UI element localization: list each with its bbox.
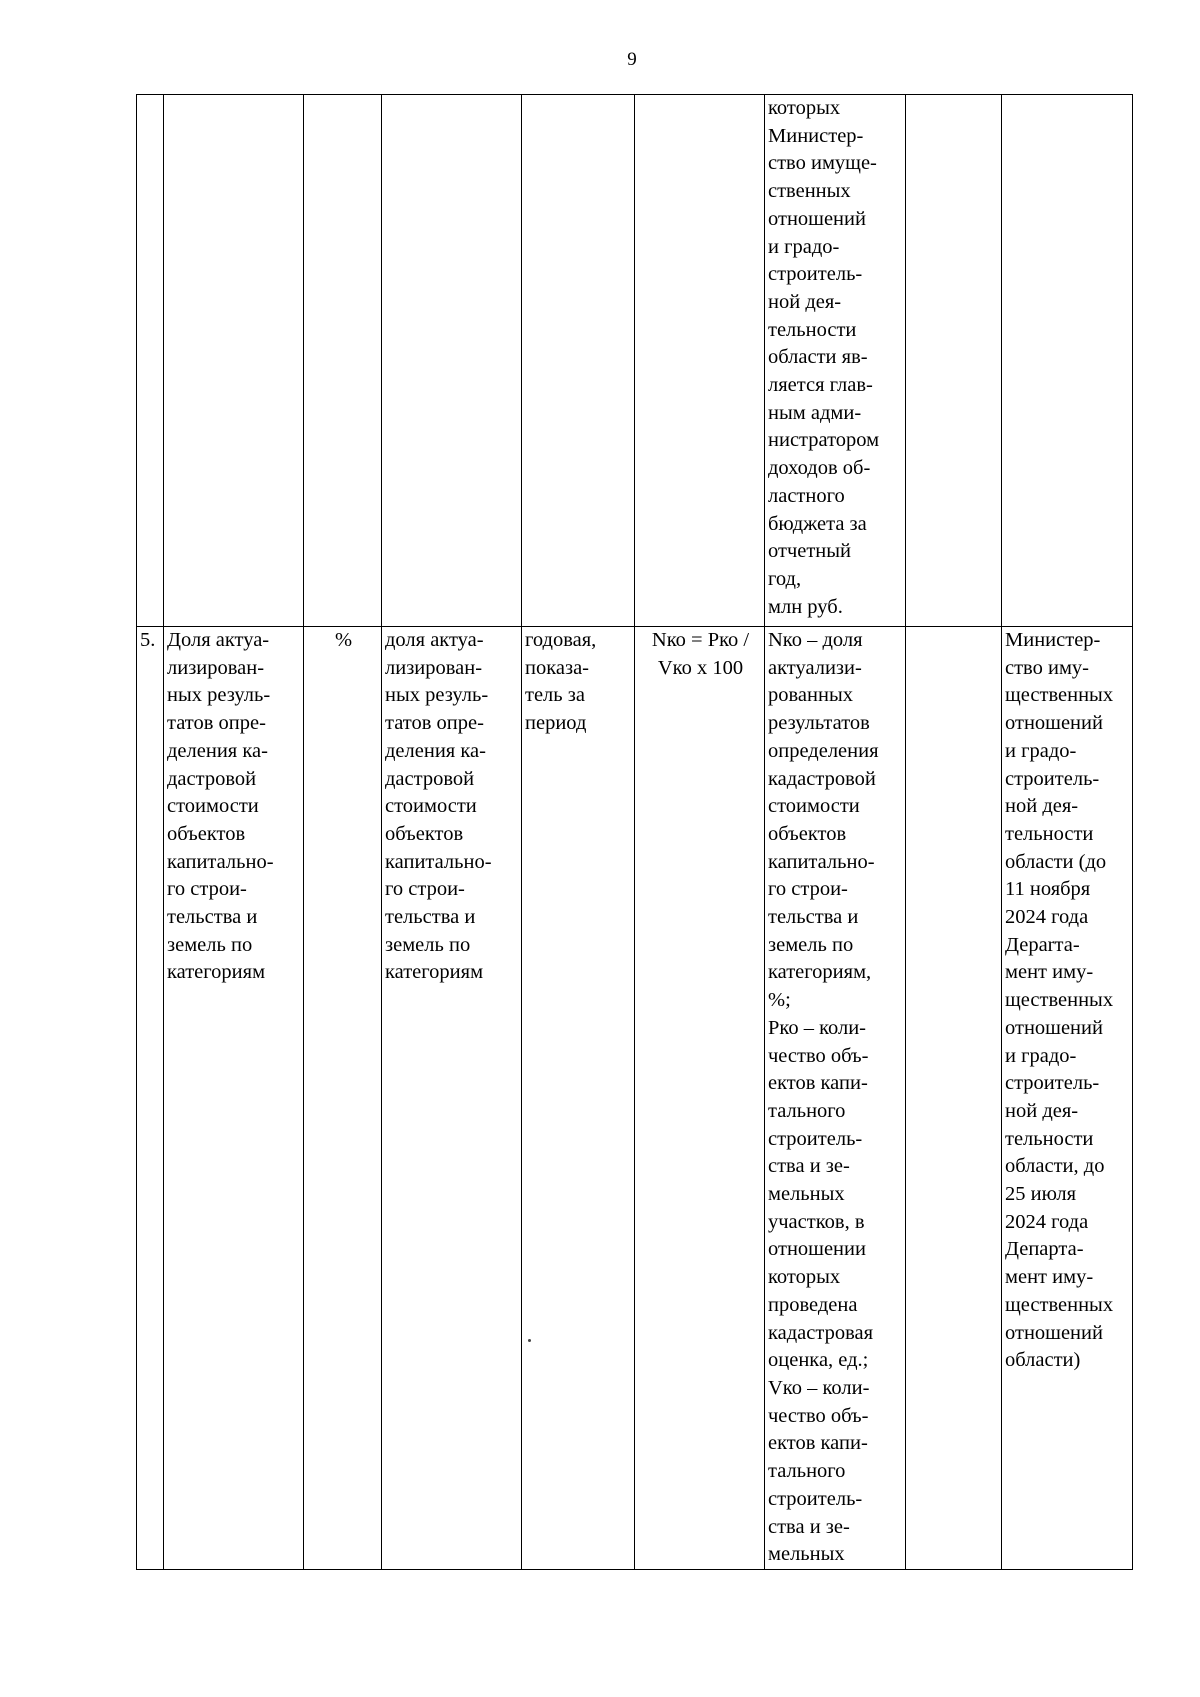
cell-number [137,95,164,627]
table-row-continuation [137,95,1133,627]
cell-definition [382,95,522,627]
cell-data-source [906,95,1002,627]
scan-speck [528,1339,531,1342]
cell-formula [635,95,765,627]
cell-responsible: Министер- ство иму- щественных отношений и градо- строитель- ной дея- тельности области (до 11 ноября 2024 года Деparта- мент иму- щественных отношений и градо- строитель- ной дея- тельности области, до 25 июля 2024 года Департа- мент иму- щественных отношений области) [1002,627,1133,1570]
cell-formula: Nко = Рко / Vко х 100 [635,627,765,1570]
cell-data-source [906,627,1002,1570]
cell-formula-description: которых Министер- ство имуще- ственных отношений и градо- строитель- ной дея- тельности области яв- ляется глав- ным адми- нистратором доходов об- ластного бюджета за отчетный год, млн руб. [765,95,906,627]
page-number: 9 [627,49,637,70]
indicators-table [136,94,1133,1570]
cell-periodicity: годовая, показа- тель за период [522,627,635,1570]
cell-definition: доля актуа- лизирован- ных резуль- татов опре- деления ка- дастровой стоимости объектов капитально- го строи- тельства и земель по категориям [382,627,522,1570]
cell-responsible [1002,95,1133,627]
cell-unit [304,95,382,627]
cell-indicator-name [164,95,304,627]
cell-number: 5. [137,627,164,1570]
table-row-5 [137,627,1133,1570]
cell-periodicity [522,95,635,627]
cell-formula-description: Nко – доля актуализи- рованных результатов определения кадастровой стоимости объектов капитально- го строи- тельства и земель по категориям, %; Рко – коли- чество объ- ектов капи- тального строитель- ства и зе- мельных участков, в отношении которых проведена кадастровая оценка, ед.; Vко – коли- чество объ- ектов капи- тального строитель- ства и зе- мельных [765,627,906,1570]
cell-unit: % [304,627,382,1570]
cell-indicator-name: Доля актуа- лизирован- ных резуль- татов опре- деления ка- дастровой стоимости объектов капитально- го строи- тельства и земель по категориям [164,627,304,1570]
